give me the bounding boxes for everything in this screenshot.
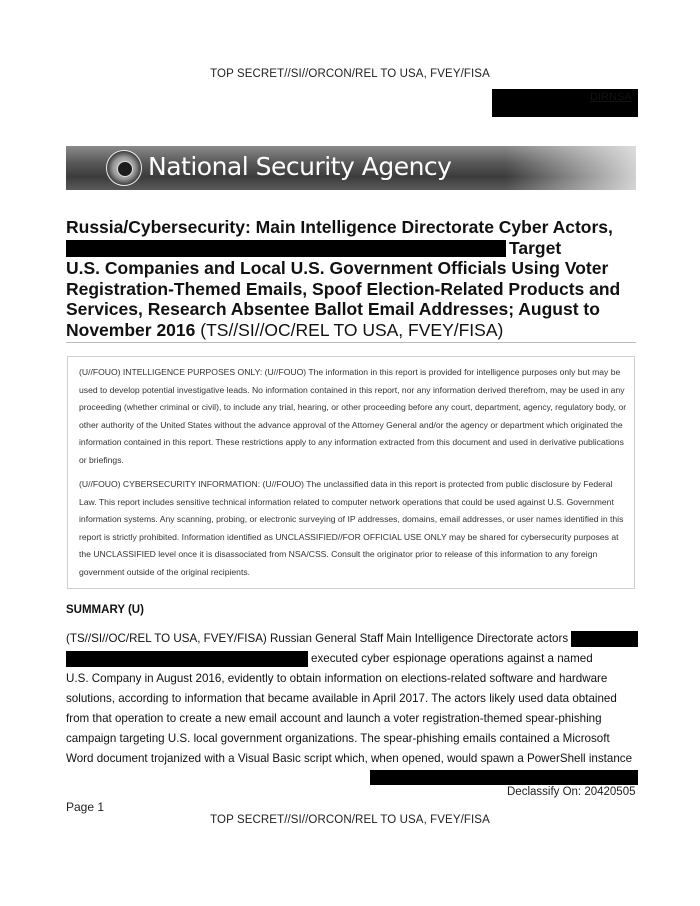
agency-banner xyxy=(66,146,636,190)
title-line-2-text: Target xyxy=(509,237,562,258)
summary-line-7: Word document trojanized with a Visual Basic script which, when opened, would spawn a PowerShell instance xyxy=(66,752,633,765)
recipient-label: DIRNSA xyxy=(590,91,632,103)
top-classification-marking: TOP SECRET//SI//ORCON/REL TO USA, FVEY/FISA xyxy=(210,68,490,80)
agency-name: National Security Agency xyxy=(148,152,452,181)
title-line-4: Registration-Themed Emails, Spoof Election-Related Products and xyxy=(66,278,621,299)
title-classification: (TS//SI//OC/REL TO USA, FVEY/FISA) xyxy=(195,319,504,340)
summary-line-5: from that operation to create a new email account and launch a voter registration-themed spear-phishing xyxy=(66,712,602,725)
summary-line-2: executed cyber espionage operations against a named xyxy=(311,652,593,665)
summary-line-4: solutions, according to information that became available in April 2017. The actors likely used data obtained xyxy=(66,692,617,705)
title-divider xyxy=(66,342,636,343)
title-line-6 xyxy=(66,320,636,341)
title-line-1: Russia/Cybersecurity: Main Intelligence Directorate Cyber Actors, xyxy=(66,217,613,237)
title-line-2 xyxy=(66,238,636,259)
summary-line-3: U.S. Company in August 2016, evidently to obtain information on elections-related software and hardware xyxy=(66,672,608,685)
cybersecurity-notice: (U//FOUO) CYBERSECURITY INFORMATION: (U//FOUO) The unclassified data in this report is protected from public disclosure by Federal Law. This report includes sensitive technical information related to computer network operations that could be used against U.S. Government information systems. Any scanning, probing, or electronic surveying of IP addresses, domains, email addresses, or user names identified in this report is strictly prohibited. Information identified as UNCLASSIFIED//FOR OFFICIAL USE ONLY may be shared for cybersecurity purposes at the UNCLASSIFIED level once it is disassociated from NSA/CSS. Consult the originator prior to release of this information to any foreign government outside of the original recipients. xyxy=(79,479,624,577)
redaction-bar-title xyxy=(66,240,506,257)
declassify-date: Declassify On: 20420505 xyxy=(507,786,636,798)
intelligence-purposes-notice: (U//FOUO) INTELLIGENCE PURPOSES ONLY: (U//FOUO) The information in this report is provided for intelligence purposes only but may be used to develop potential investigative leads. No information contained in this report, nor any information derived therefrom, may be used in any proceeding (whether criminal or civil), to include any trial, hearing, or other proceeding before any court, department, agency, regulatory body, or other authority of the United States without the advance approval of the Attorney General and/or the agency or department which originated the information contained in this report. These restrictions apply to any information extracted from this document and used in derivative publications or briefings. xyxy=(79,367,627,465)
summary-heading: SUMMARY (U) xyxy=(66,604,144,616)
nsa-seal-icon xyxy=(106,150,142,186)
summary-line-6: campaign targeting U.S. local government organizations. The spear-phishing emails contained a Microsoft xyxy=(66,732,610,745)
title-date: November 2016 xyxy=(66,319,196,340)
title-line-3: U.S. Companies and Local U.S. Government Officials Using Voter xyxy=(66,258,609,278)
report-title xyxy=(66,217,636,340)
title-line-5: Services, Research Absentee Ballot Email Addresses; August to xyxy=(66,299,600,319)
redaction-bar-summary-1 xyxy=(571,631,638,647)
page-number: Page 1 xyxy=(66,800,105,814)
summary-line-1: (TS//SI//OC/REL TO USA, FVEY/FISA) Russian General Staff Main Intelligence Directorate actors xyxy=(66,632,569,645)
dissemination-notice-box xyxy=(67,356,635,589)
bottom-classification-marking: TOP SECRET//SI//ORCON/REL TO USA, FVEY/FISA xyxy=(210,814,490,826)
redaction-bar-summary-2 xyxy=(66,651,308,667)
redaction-bar-summary-3 xyxy=(370,770,638,785)
